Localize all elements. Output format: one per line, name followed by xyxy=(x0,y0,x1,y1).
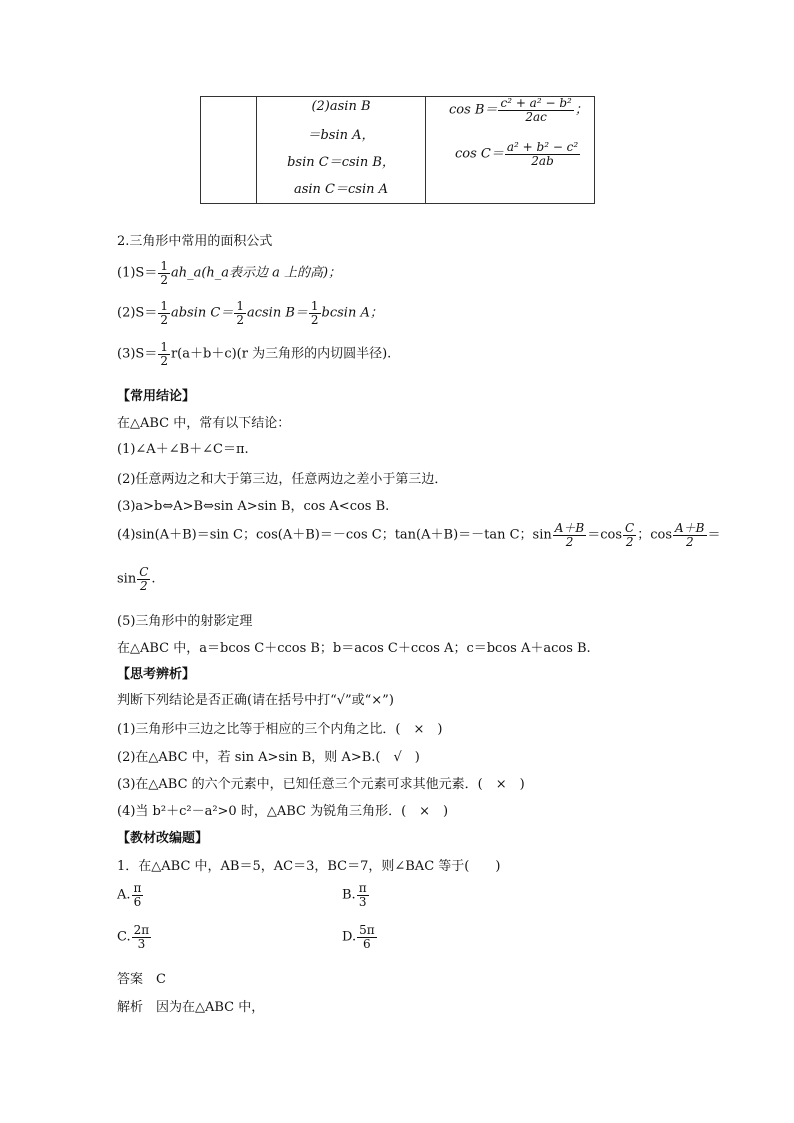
option-label: C. xyxy=(117,929,131,945)
cosC-fraction xyxy=(505,141,580,167)
formula-prefix: (2)S＝ xyxy=(117,305,158,321)
frac-den: 2 xyxy=(160,312,168,327)
option-a xyxy=(117,882,144,908)
half-fraction xyxy=(234,300,246,326)
fraction xyxy=(132,882,144,908)
frac-den: 2 xyxy=(685,534,694,549)
formula-table xyxy=(200,96,595,204)
cosC-formula xyxy=(455,141,581,167)
cosC-label: cos C＝ xyxy=(455,146,504,162)
conclusion-item: (5)三角形中的射影定理 xyxy=(117,614,253,629)
judgement-item: (2)在△ABC 中，若 sin A>sin B，则 A>B.( √ ) xyxy=(117,750,420,765)
answer: 答案 C xyxy=(117,972,166,987)
frac-num: π xyxy=(133,881,142,895)
formula-part: . xyxy=(151,571,156,587)
frac-num: C xyxy=(139,565,149,579)
option-label: A. xyxy=(117,887,131,903)
judgement-item: (1)三角形中三边之比等于相应的三个内角之比．( × ) xyxy=(117,722,443,737)
formula-part: acsin B＝ xyxy=(246,305,308,321)
fraction xyxy=(132,924,152,950)
fraction xyxy=(357,924,377,950)
frac-num: π xyxy=(358,881,367,895)
option-label: D. xyxy=(342,929,357,945)
area-formula-3 xyxy=(117,341,391,367)
half-fraction xyxy=(158,341,170,367)
formula-tail: r(a＋b＋c)(r 为三角形的内切圆半径). xyxy=(170,346,392,362)
section-heading: 【思考辨析】 xyxy=(117,667,196,682)
formula-part: absin C＝ xyxy=(170,305,234,321)
half-fraction xyxy=(309,300,321,326)
frac-den: 2 xyxy=(625,534,634,549)
conclusion-item-4 xyxy=(117,522,721,548)
option-b xyxy=(342,882,370,908)
formula-tail: bcsin A； xyxy=(321,305,383,321)
table-divider xyxy=(425,97,426,203)
judgement-item: (4)当 b²＋c²－a²>0 时，△ABC 为锐角三角形．( × ) xyxy=(117,804,449,819)
table-cell-line: bsin C＝csin B， xyxy=(287,155,395,170)
option-d xyxy=(342,924,378,950)
formula-part: (4)sin(A＋B)＝sin C；cos(A＋B)＝－cos C；tan(A＋B)＝－tan C；sin xyxy=(117,527,552,543)
cosB-formula xyxy=(449,97,588,123)
formula-part: ＝ xyxy=(707,527,721,543)
paragraph: 判断下列结论是否正确(请在括号中打“√”或“×”) xyxy=(117,693,394,708)
cosB-tail: ； xyxy=(574,102,588,118)
frac-num: 1 xyxy=(160,340,168,354)
table-cell-line: ＝bsin A， xyxy=(307,128,375,143)
paragraph: 在△ABC 中，常有以下结论： xyxy=(117,416,291,431)
frac-num: 1 xyxy=(236,299,244,313)
table-cell-line: asin C＝csin A xyxy=(293,182,389,197)
cosB-numerator: c² + a² − b² xyxy=(500,96,572,110)
area-formula-1 xyxy=(117,260,341,286)
cosC-denominator: 2ab xyxy=(531,153,554,168)
analysis: 解析 因为在△ABC 中， xyxy=(117,1000,265,1015)
frac-num: A＋B xyxy=(554,521,585,535)
conclusion-item: (1)∠A＋∠B＋∠C＝π. xyxy=(117,442,249,457)
fraction xyxy=(553,522,587,548)
fraction xyxy=(357,882,369,908)
cosB-label: cos B＝ xyxy=(449,102,498,118)
formula-prefix: (3)S＝ xyxy=(117,346,158,362)
frac-num: C xyxy=(625,521,635,535)
conclusion-item: 在△ABC 中，a＝bcos C＋ccos B；b＝acos C＋ccos A；c＝bcos A＋acos B. xyxy=(117,641,591,656)
frac-den: 2 xyxy=(310,312,319,327)
section-heading: 【常用结论】 xyxy=(117,389,196,404)
fraction xyxy=(623,522,636,548)
frac-den: 2 xyxy=(565,534,574,549)
frac-den: 2 xyxy=(160,353,168,368)
cosC-numerator: a² + b² − c² xyxy=(506,140,579,154)
judgement-item: (3)在△ABC 的六个元素中，已知任意三个元素可求其他元素．( × ) xyxy=(117,777,525,792)
question: 1．在△ABC 中，AB＝5，AC＝3，BC＝7，则∠BAC 等于( ) xyxy=(117,859,501,874)
frac-num: 2π xyxy=(133,923,150,937)
cosB-fraction xyxy=(498,97,573,123)
option-label: B. xyxy=(342,887,356,903)
formula-prefix: (1)S＝ xyxy=(117,265,158,281)
half-fraction xyxy=(158,260,170,286)
frac-den: 3 xyxy=(358,894,367,909)
section-heading: 【教材改编题】 xyxy=(117,831,209,846)
fraction xyxy=(673,522,707,548)
half-fraction xyxy=(158,300,170,326)
conclusion-item-4-cont xyxy=(117,566,156,592)
option-c xyxy=(117,924,152,950)
frac-num: 1 xyxy=(160,259,168,273)
frac-num: 1 xyxy=(160,299,168,313)
formula-tail: ah_a(h_a表示边 a 上的高)； xyxy=(170,265,342,281)
formula-part: sin xyxy=(117,571,137,587)
frac-num: 1 xyxy=(310,299,319,313)
frac-den: 3 xyxy=(137,936,146,951)
conclusion-item: (2)任意两边之和大于第三边，任意两边之差小于第三边． xyxy=(117,472,448,487)
frac-den: 2 xyxy=(160,272,168,287)
cosB-denominator: 2ac xyxy=(525,109,547,124)
formula-part: ；cos xyxy=(637,527,673,543)
table-cell-line: (2)asin B xyxy=(311,99,371,114)
formula-part: ＝cos xyxy=(587,527,623,543)
frac-den: 2 xyxy=(236,312,244,327)
conclusion-item: (3)a>b⇔A>B⇔sin A>sin B，cos A<cos B. xyxy=(117,499,390,514)
frac-den: 2 xyxy=(139,578,148,593)
frac-num: A＋B xyxy=(675,521,705,535)
frac-num: 5π xyxy=(359,923,375,937)
frac-den: 6 xyxy=(363,936,371,951)
area-formula-2 xyxy=(117,300,383,326)
section-heading: 2.三角形中常用的面积公式 xyxy=(117,234,273,249)
frac-den: 6 xyxy=(133,894,142,909)
fraction xyxy=(137,566,150,592)
